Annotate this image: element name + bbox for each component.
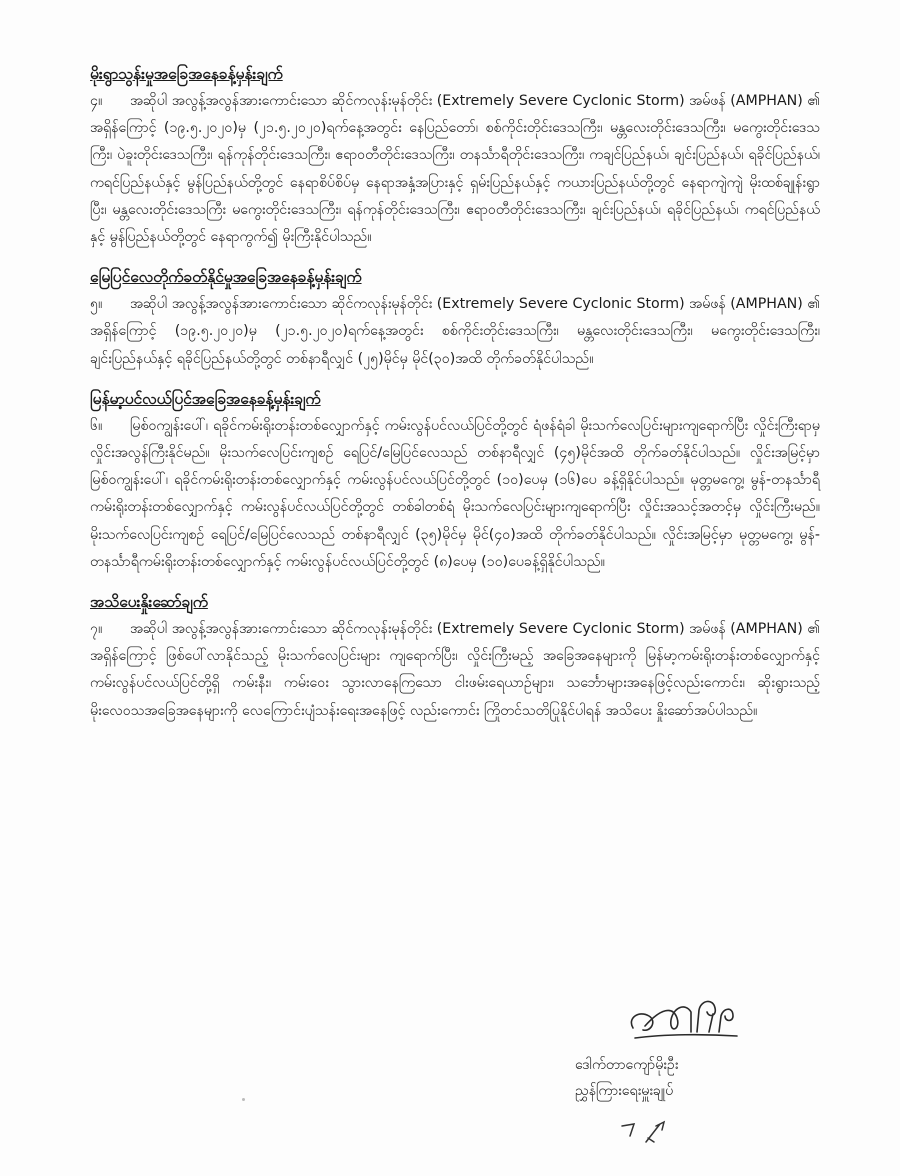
document-body — [90, 62, 820, 739]
section-heading: မြန်မာ့ပင်လယ်ပြင်အခြေအနေခန့်မှန်းချက် — [90, 389, 321, 408]
paragraph-text: မြစ်ဝကျွန်းပေါ်၊ ရခိုင်ကမ်းရိုးတန်းတစ်လျှောက်နှင့် ကမ်းလွန်ပင်လယ်ပြင်တို့တွင် ရံဖန်ရံခါ မိုးသက်လေပြင်းများကျရောက်ပြီး လှိုင်းကြီးရာမှ လှိုင်းအလွန်ကြီးနိုင်မည်။ မိုးသက်လေပြင်းကျစဉ် ရေပြင်/မြေပြင်လေသည် တစ်နာရီလျှင် (၄၅)မိုင်အထိ တိုက်ခတ်နိုင်ပါသည်။ လှိုင်းအမြင့်မှာ မြစ်ဝကျွန်းပေါ်၊ ရခိုင်ကမ်းရိုးတန်းတစ်လျှောက်နှင့် ကမ်းလွန်ပင်လယ်ပြင်တို့တွင် (၁၀)ပေမှ (၁၆)ပေ ခန့်ရှိနိုင်ပါသည်။ မုတ္တမကွေ့၊ မွန်-တနင်္သာရီကမ်းရိုးတန်းတစ်လျှောက်နှင့် ကမ်းလွန်ပင်လယ်ပြင်တို့တွင် တစ်ခါတစ်ရံ မိုးသက်လေပြင်းများကျရောက်ပြီး လှိုင်းအသင့်အတင့်မှ လှိုင်းကြီးမည်။ မိုးသက်လေပြင်းကျစဉ် ရေပြင်/မြေပြင်လေသည် တစ်နာရီလျှင် (၃၅)မိုင်မှ မိုင်(၄၀)အထိ တိုက်ခတ်နိုင်ပါသည်။ လှိုင်းအမြင့်မှာ မုတ္တမကွေ့၊ မွန်-တနင်္သာရီကမ်းရိုးတန်းတစ်လျှောက်နှင့် ကမ်းလွန်ပင်လယ်ပြင်တို့တွင် (၈)ပေမှ (၁၀)ပေခန့်ရှိနိုင်ပါသည်။ — [90, 417, 820, 570]
paragraph-number: ၅။ — [90, 296, 103, 313]
scan-speck — [242, 1098, 245, 1101]
section-rainfall-forecast — [90, 62, 820, 251]
paragraph-number: ၄။ — [90, 93, 103, 109]
handwritten-initial-icon — [620, 1118, 670, 1148]
section-heading: မြေပြင်လေတိုက်ခတ်နိုင်မှုအခြေအနေခန့်မှန်းချက် — [90, 268, 362, 287]
section-paragraph — [90, 88, 820, 251]
paragraph-text: အဆိုပါ အလွန့်အလွန်အားကောင်းသော ဆိုင်ကလုန်းမုန်တိုင်း (Extremely Severe Cyclonic Storm) အမ်ဖန် (AMPHAN) ၏ အရှိန်ကြောင့် (၁၉.၅.၂၀၂၀)မှ (၂၁.၅.၂၀၂၀)ရက်နေ့အတွင်း စစ်ကိုင်းတိုင်းဒေသကြီး၊ မန္တလေးတိုင်းဒေသကြီး၊ မကွေးတိုင်းဒေသကြီး၊ ချင်းပြည်နယ်နှင့် ရခိုင်ပြည်နယ်တို့တွင် တစ်နာရီလျှင် (၂၅)မိုင်မှ မိုင်(၃၀)အထိ တိုက်ခတ်နိုင်ပါသည်။ — [90, 296, 820, 367]
signatory-title: ညွှန်ကြားရေးမှူးချုပ် — [575, 1083, 674, 1099]
section-heading: မိုးရွာသွန်းမှုအခြေအနေခန့်မှန်းချက် — [90, 65, 283, 83]
section-paragraph — [90, 291, 820, 373]
section-warning — [90, 590, 820, 725]
section-sea-forecast — [90, 387, 820, 576]
paragraph-number: ၇။ — [90, 621, 103, 638]
section-paragraph — [90, 616, 820, 725]
section-heading: အသိပေးနှိုးဆော်ချက် — [90, 593, 208, 612]
section-wind-forecast — [90, 265, 820, 373]
paragraph-text: အဆိုပါ အလွန့်အလွန်အားကောင်းသော ဆိုင်ကလုန်းမုန်တိုင်း (Extremely Severe Cyclonic Storm) အမ်ဖန် (AMPHAN) ၏ အရှိန်ကြောင့် ဖြစ်ပေါ်လာနိုင်သည့် မိုးသက်လေပြင်းများ ကျရောက်ပြီး၊ လှိုင်းကြီးမည့် အခြေအနေများကို မြန်မာ့ကမ်းရိုးတန်းတစ်လျှောက်နှင့် ကမ်းလွန်ပင်လယ်ပြင်တို့ရှိ ကမ်းနီး၊ ကမ်းဝေး သွားလာနေကြသော ငါးဖမ်းရေယာဉ်များ၊ သင်္ဘောများအနေဖြင့်လည်းကောင်း၊ ဆိုးရွားသည့် မိုးလေဝသအခြေအနေများကို လေကြောင်းပျံသန်းရေးအနေဖြင့် လည်းကောင်း ကြိုတင်သတိပြုနိုင်ပါရန် အသိပေး နှိုးဆော်အပ်ပါသည်။ — [90, 621, 820, 719]
paragraph-text: အဆိုပါ အလွန့်အလွန်အားကောင်းသော ဆိုင်ကလုန်းမုန်တိုင်း (Extremely Severe Cyclonic Storm) အမ်ဖန် (AMPHAN) ၏ အရှိန်ကြောင့် (၁၉.၅.၂၀၂၀)မှ (၂၁.၅.၂၀၂၀)ရက်နေ့အတွင်း နေပြည်တော်၊ စစ်ကိုင်းတိုင်းဒေသကြီး၊ မန္တလေးတိုင်းဒေသကြီး၊ မကွေးတိုင်းဒေသကြီး၊ ပဲခူးတိုင်းဒေသကြီး၊ ရန်ကုန်တိုင်းဒေသကြီး၊ ဧရာဝတီတိုင်းဒေသကြီး၊ တနင်္သာရီတိုင်းဒေသကြီး၊ ကချင်ပြည်နယ်၊ ချင်းပြည်နယ်၊ ရခိုင်ပြည်နယ်၊ ကရင်ပြည်နယ်နှင့် မွန်ပြည်နယ်တို့တွင် နေရာစိပ်စိပ်မှ နေရာအနှံ့အပြားနှင့် ရှမ်းပြည်နယ်နှင့် ကယားပြည်နယ်တို့တွင် နေရာကျဲကျဲ မိုးထစ်ချုန်းရွာပြီး၊ မန္တလေးတိုင်းဒေသကြီး မကွေးတိုင်းဒေသကြီး၊ ရန်ကုန်တိုင်းဒေသကြီး၊ ဧရာဝတီတိုင်းဒေသကြီး၊ ချင်းပြည်နယ်၊ ရခိုင်ပြည်နယ်၊ ကရင်ပြည်နယ်နှင့် မွန်ပြည်နယ်တို့တွင် နေရာကွက်၍ မိုးကြီးနိုင်ပါသည်။ — [90, 93, 820, 246]
signatory-name: ဒေါက်တာကျော်မိုးဦး — [575, 1057, 679, 1073]
paragraph-number: ၆။ — [90, 417, 103, 434]
section-paragraph — [90, 413, 820, 576]
handwritten-signature-icon — [625, 988, 745, 1052]
